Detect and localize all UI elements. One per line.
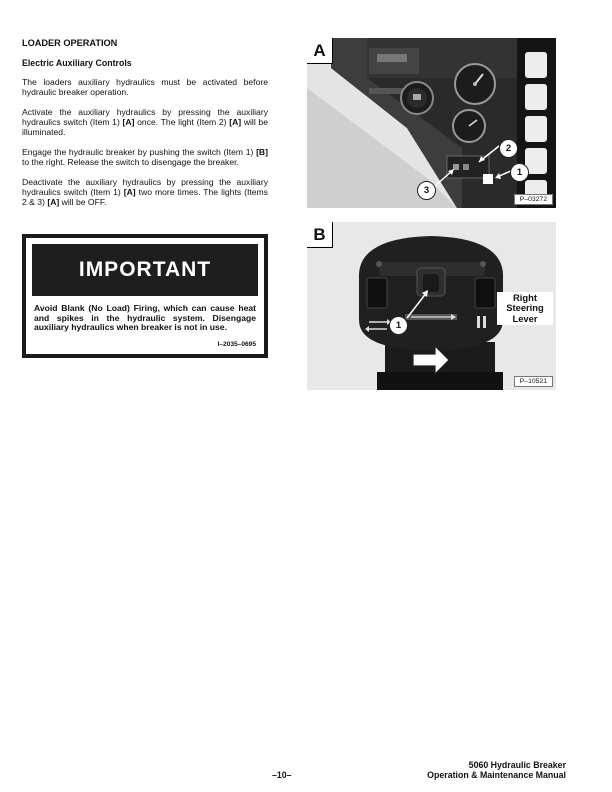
- important-code: I–2035–0695: [217, 341, 256, 348]
- figure-a-code: P–03272: [514, 194, 553, 205]
- manual-title-line-1: 5060 Hydraulic Breaker: [468, 760, 566, 770]
- manual-title-line-2: Operation & Maintenance Manual: [427, 770, 566, 780]
- figure-a-callout-1: 1: [510, 163, 529, 182]
- paragraph-2: Activate the auxiliary hydraulics by pressing the auxiliary hydraulics switch (Item 1) [A] once. The light (Item 2) [A] will be illuminated.: [22, 107, 268, 137]
- figure-a-callout-2: 2: [499, 139, 518, 158]
- important-banner: IMPORTANT: [32, 244, 258, 296]
- manual-title: [427, 760, 566, 780]
- important-notice: [22, 234, 268, 358]
- subsection-title: Electric Auxiliary Controls: [22, 58, 132, 68]
- page-number: –10–: [272, 770, 292, 780]
- paragraph-4: Deactivate the auxiliary hydraulics by pressing the auxiliary hydraulics switch (Item 1) [A] two more times. The lights (Items 2 & 3) [A] will be OFF.: [22, 177, 268, 207]
- right-steering-lever-label: Right Steering Lever: [497, 292, 553, 325]
- figure-b-code: P–10521: [514, 376, 553, 387]
- figure-a-callout-3: 3: [417, 181, 436, 200]
- section-title: LOADER OPERATION: [22, 38, 118, 48]
- figure-b-callout-1: 1: [389, 316, 408, 335]
- important-text: Avoid Blank (No Load) Firing, which can cause heat and spikes in the hydraulic system. Disengage auxiliary hydraulics when breaker is not in use.: [34, 303, 256, 333]
- figure-b-letter: B: [307, 222, 333, 248]
- instructions-column: [22, 38, 268, 217]
- paragraph-1: The loaders auxiliary hydraulics must be activated before hydraulic breaker operation.: [22, 77, 268, 97]
- figure-a-letter: A: [307, 38, 333, 64]
- paragraph-3: Engage the hydraulic breaker by pushing the switch (Item 1) [B] to the right. Release the switch to disengage the breaker.: [22, 147, 268, 167]
